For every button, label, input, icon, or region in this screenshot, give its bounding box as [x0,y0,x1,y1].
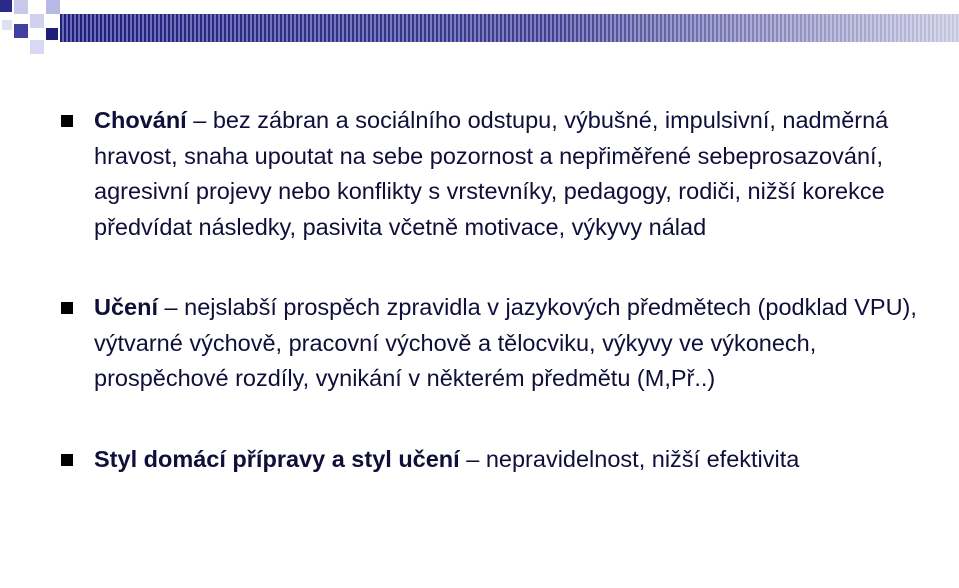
bullet-square-icon [61,115,73,127]
deco-square [2,20,12,30]
bullet-square-icon [61,454,73,466]
deco-stripe-fade [60,14,959,42]
deco-square [14,24,28,38]
bullet-text: nejslabší prospěch zpravidla v jazykových předmětech (podklad VPU), výtvarné výchově, pracovní výchově a tělocviku, výkyvy ve výkonech, prospěchové rozdíly, vynikání v některém předmětu (M,Př..) [94,294,917,391]
bullet-term: Učení [94,294,158,320]
bullet-text: bez zábran a sociálního odstupu, výbušné, impulsivní, nadměrná hravost, snaha upoutat na sebe pozornost a nepřiměřené sebeprosazování, agresivní projevy nebo konflikty s vrstevníky, pedagogy, rodiči, nižší korekce předvídat následky, pasivita včetně motivace, výkyvy nálad [94,107,889,240]
bullet-term: Chování [94,107,187,133]
deco-square [0,0,12,12]
bullet-item-behavior [56,103,936,245]
deco-square [46,28,58,40]
content-area [56,103,936,477]
bullet-item-learning [56,290,936,397]
bullet-dash: – [459,445,486,472]
bullet-item-study-style [56,442,936,478]
bullet-square-icon [61,302,73,314]
bullet-term: Styl domácí přípravy a styl učení [94,445,460,472]
bullet-dash: – [158,294,185,320]
deco-square [30,14,44,28]
bullet-dash: – [186,107,213,133]
deco-square [14,0,28,14]
deco-square [30,40,44,54]
deco-square [46,0,60,14]
bullet-text: nepravidelnost, nižší efektivita [485,445,800,472]
header-decoration [0,0,959,60]
